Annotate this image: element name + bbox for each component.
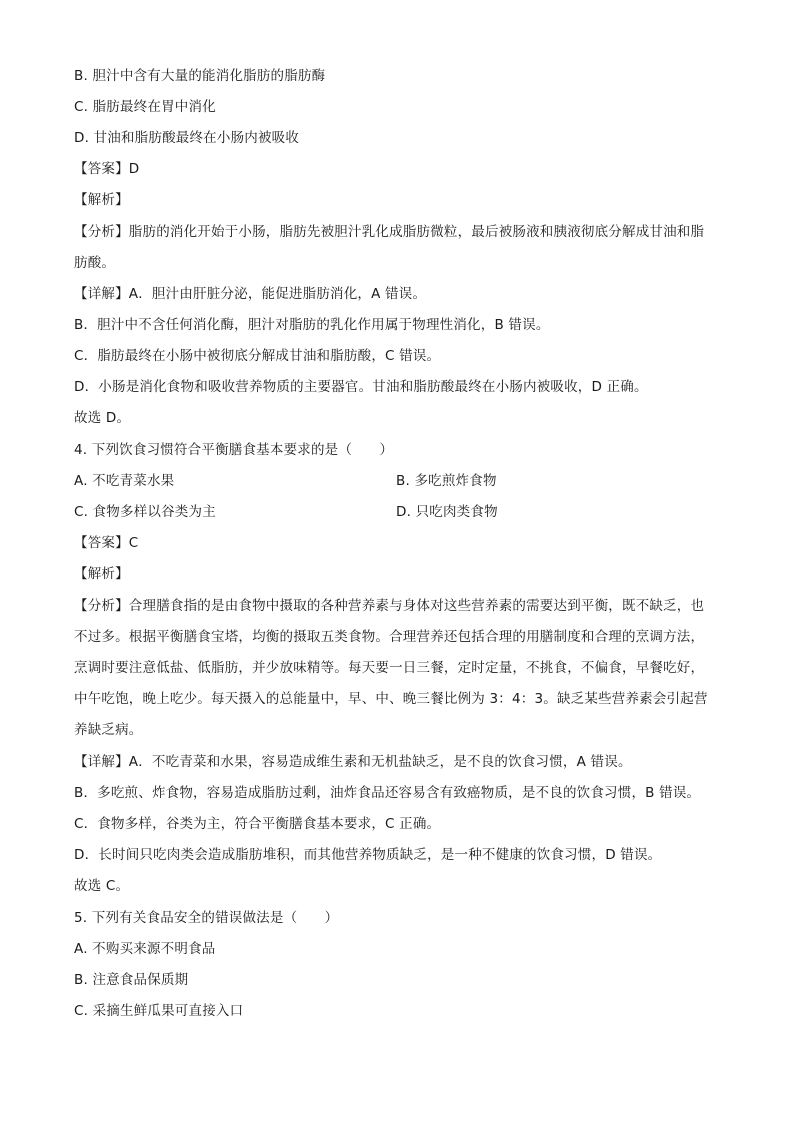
option-a-q5: A. 不购买来源不明食品 [74,941,216,957]
option-c-q3: C. 脂肪最终在胃中消化 [74,99,216,115]
analysis-text-q4-line5: 养缺乏病。 [74,722,143,738]
conclusion-q4: 故选 C。 [74,878,130,894]
answer-q4: 【答案】C [74,535,139,551]
option-c-q5: C. 采摘生鲜瓜果可直接入口 [74,1003,244,1019]
analysis-text-q4-line4: 中午吃饱，晚上吃少。每天摄入的总能量中，早、中、晚三餐比例为 3：4：3。缺乏某些营养素会引起营 [74,691,708,707]
option-d-q4: D. 只吃肉类食物 [396,504,498,520]
detail-c-q4: C．食物多样，谷类为主，符合平衡膳食基本要求，C 正确。 [74,816,441,832]
option-b-q3: B. 胆汁中含有大量的能消化脂肪的脂肪酶 [74,68,326,84]
detail-a-q4: 【详解】A．不吃青菜和水果，容易造成维生素和无机盐缺乏，是不良的饮食习惯，A 错误。 [74,754,632,770]
detail-b-q4: B．多吃煎、炸食物，容易造成脂肪过剩，油炸食品还容易含有致癌物质，是不良的饮食习惯，B 错误。 [74,785,701,801]
detail-a-q3: 【详解】A．胆汁由肝脏分泌，能促进脂肪消化，A 错误。 [74,286,427,302]
analysis-text-q3-line2: 肪酸。 [74,255,116,271]
analysis-text-q4-line3: 烹调时要注意低盐、低脂肪，并少放味精等。每天要一日三餐，定时定量，不挑食，不偏食，早餐吃好， [74,660,705,676]
detail-c-q3: C．脂肪最终在小肠中被彻底分解成甘油和脂肪酸，C 错误。 [74,348,441,364]
question-5: 5. 下列有关食品安全的错误做法是（ ） [74,910,339,926]
option-b-q5: B. 注意食品保质期 [74,972,189,988]
conclusion-q3: 故选 D。 [74,410,131,426]
detail-b-q3: B．胆汁中不含任何消化酶，胆汁对脂肪的乳化作用属于物理性消化，B 错误。 [74,317,550,333]
analysis-text-q4-line2: 不过多。根据平衡膳食宝塔，均衡的摄取五类食物。合理营养还包括合理的用膳制度和合理的烹调方法， [74,629,705,645]
analysis-text-q3-line1: 【分析】脂肪的消化开始于小肠，脂肪先被胆汁乳化成脂肪微粒，最后被肠液和胰液彻底分解成甘油和脂 [74,224,705,240]
detail-d-q4: D．长时间只吃肉类会造成脂肪堆积，而其他营养物质缺乏，是一种不健康的饮食习惯，D 错误。 [74,847,662,863]
option-a-q4: A. 不吃青菜水果 [74,473,175,489]
question-4: 4. 下列饮食习惯符合平衡膳食基本要求的是（ ） [74,442,394,458]
option-b-q4: B. 多吃煎炸食物 [396,473,497,489]
analysis-text-q4-line1: 【分析】合理膳食指的是由食物中摄取的各种营养素与身体对这些营养素的需要达到平衡，既不缺乏，也 [74,598,705,614]
analysis-heading-q4: 【解析】 [74,566,129,582]
answer-q3: 【答案】D [74,161,140,177]
option-c-q4: C. 食物多样以谷类为主 [74,504,216,520]
analysis-heading-q3: 【解析】 [74,192,129,208]
option-d-q3: D. 甘油和脂肪酸最终在小肠内被吸收 [74,130,300,146]
detail-d-q3: D．小肠是消化食物和吸收营养物质的主要器官。甘油和脂肪酸最终在小肠内被吸收，D 正确。 [74,379,648,395]
